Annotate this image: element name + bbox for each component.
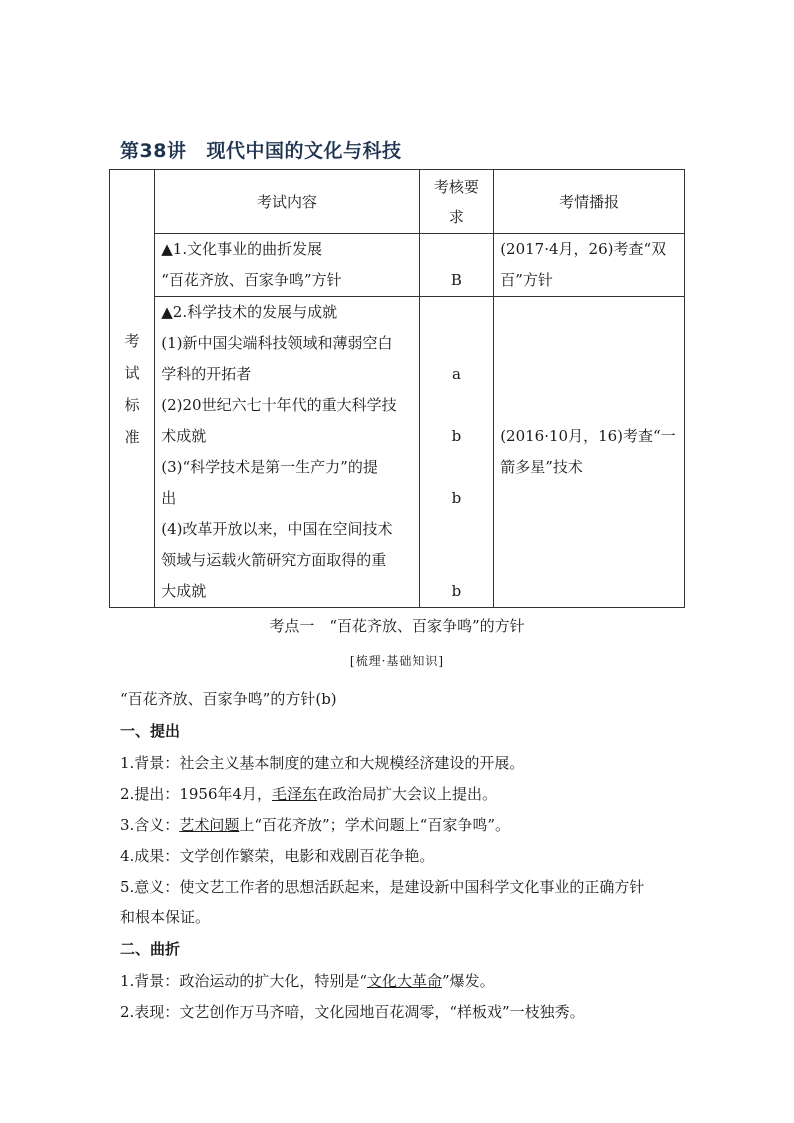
part2-item: 2.表现：文艺创作万马齐喑，文化园地百花凋零，“样板戏”一枝独秀。 [120, 1003, 585, 1021]
row1-report: (2017·4月，26)考查“双 百”方针 [494, 234, 685, 297]
topic-heading: “百花齐放、百家争鸣”的方针(b) [120, 690, 337, 708]
part1-item-continued: 和根本保证。 [120, 908, 211, 926]
part2-title: 二、曲折 [120, 940, 181, 958]
part2-item: 1.背景：政治运动的扩大化，特别是“文化大革命”爆发。 [120, 972, 495, 990]
row2-levels: a b b b [419, 297, 494, 608]
lesson-title [120, 136, 401, 163]
row2-content: ▲2.科学技术的发展与成就 (1)新中国尖端科技领域和薄弱空白 学科的开拓者 (2)20世纪六七十年代的重大科学技 术成就 (3)“科学技术是第一生产力”的提 出 (4)改革开放以来，中国在空间技术 领域与运载火箭研究方面取得的重 大成就 [155, 297, 419, 608]
side-label-char: 试 [124, 363, 140, 382]
part1-title: 一、提出 [120, 722, 181, 740]
section-title: 考点一 “百花齐放、百家争鸣”的方针 [269, 617, 525, 635]
side-label-char: 考 [124, 331, 140, 350]
lesson-topic: 现代中国的文化与科技 [206, 140, 402, 162]
row1-content: ▲1.文化事业的曲折发展 “百花齐放、百家争鸣”方针 [155, 234, 419, 297]
header-report: 考情播报 [494, 170, 685, 234]
row2-report: (2016·10月，16)考查“一 箭多星”技术 [494, 297, 685, 608]
lesson-number: 第38讲 [120, 140, 187, 162]
part1-item: 1.背景：社会主义基本制度的建立和大规模经济建设的开展。 [120, 754, 525, 772]
part1-item: 5.意义：使文艺工作者的思想活跃起来，是建设新中国科学文化事业的正确方针 [120, 878, 645, 896]
row1-level: B [419, 234, 494, 297]
header-level: 考核要 求 [419, 170, 494, 234]
section-tag: [梳理·基础知识] [349, 654, 445, 668]
side-label-cell [110, 170, 155, 608]
exam-standard-table [109, 169, 685, 608]
side-label-char: 准 [124, 427, 140, 446]
part1-item: 2.提出：1956年4月，毛泽东在政治局扩大会议上提出。 [120, 785, 498, 803]
side-label-char: 标 [124, 395, 140, 414]
part1-item: 3.含义：艺术问题上“百花齐放”；学术问题上“百家争鸣”。 [120, 816, 511, 834]
header-content: 考试内容 [155, 170, 419, 234]
part1-item: 4.成果：文学创作繁荣，电影和戏剧百花争艳。 [120, 847, 435, 865]
